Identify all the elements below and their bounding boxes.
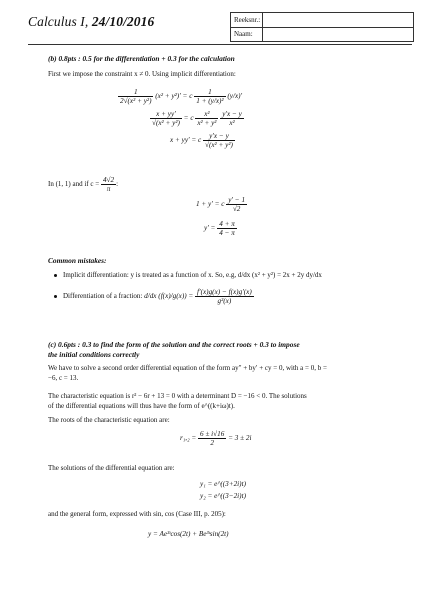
- equation-4: [196, 196, 247, 213]
- point-text-pre: In (1, 1) and if c =: [48, 180, 100, 189]
- part-c-heading-line1: (c) 0.6pts : 0.3 to find the form of the solution and the correct roots + 0.3 to impose: [48, 340, 300, 349]
- part-c-p1-line2: −6, c = 13.: [48, 374, 79, 382]
- eq2-lhs-den: √(x² + y²): [152, 119, 180, 127]
- eq4-num: y′ − 1: [228, 196, 246, 204]
- equation-5: [204, 220, 237, 237]
- point-c-den: π: [106, 185, 111, 193]
- eq2-mid: = c: [183, 114, 194, 123]
- eq1-rhs-tail: (y/x)′: [227, 92, 243, 101]
- eq5-den: 4 − π: [219, 229, 235, 237]
- bullet-icon: [54, 274, 57, 277]
- mistake-item-2-den: g²(x): [217, 297, 232, 305]
- eq5-num: 4 + π: [219, 220, 235, 228]
- eq1-rhs-den: 1 + (y/x)²: [196, 97, 224, 105]
- eq3-rhs-num: y′x − y: [203, 132, 235, 141]
- general-solution: y = Ae³ᵗcos(2t) + Be³ᵗsin(2t): [148, 530, 229, 538]
- eq4-den: √2: [232, 205, 241, 213]
- mistake-item-1: [54, 271, 322, 279]
- mistake-item-2-pre: Differentiation of a fraction:: [63, 292, 143, 301]
- eq1-lhs-num: 1: [118, 88, 153, 97]
- series-number-row: [231, 13, 413, 28]
- header-title: Calculus I, 24/10/2016: [28, 14, 155, 29]
- point-text-post: :: [116, 180, 119, 189]
- course-name: Calculus I: [28, 14, 85, 29]
- part-c-p5: and the general form, expressed with sin, cos (Case III, p. 205):: [48, 510, 226, 518]
- mistake-item-1-text: Implicit differentiation: y is treated as a function of x. So, e.g, d/dx (x² + y²) = 2x + 2y dy/dx: [63, 271, 322, 279]
- eq2-rhs-den: x² + y²: [197, 119, 217, 127]
- part-c-p4: The solutions of the differential equation are:: [48, 464, 175, 472]
- part-c-p3: The roots of the characteristic equation are:: [48, 416, 170, 424]
- eq2-rhs2-num: y′x − y: [222, 110, 242, 118]
- point-condition: [48, 176, 118, 193]
- eq2-lhs-num: x + yy′: [150, 110, 182, 119]
- solution-y2: y₂ = e^((3−2i)t): [200, 492, 246, 500]
- header-rule: [28, 44, 412, 45]
- point-c-num: 4√2: [102, 176, 115, 184]
- part-c-p2-line2: of the differential equations will thus have the form of e^((k+iω)t).: [48, 402, 235, 410]
- student-info-box: [230, 12, 414, 42]
- roots-rhs: = 3 ± 2i: [228, 434, 252, 443]
- mistake-item-2: [54, 288, 254, 305]
- part-b-heading: (b) 0.8pts : 0.5 for the differentiation + 0.3 for the calculation: [48, 54, 235, 63]
- equation-1: [118, 88, 242, 105]
- series-number-label: Reeksnr.:: [234, 16, 261, 24]
- mistakes-heading: Common mistakes:: [48, 256, 107, 265]
- part-c-p2-line1: The characteristic equation is r² − 6r + 13 = 0 with a determinant D = −16 < 0. The solutions: [48, 392, 307, 400]
- equation-3: [170, 132, 235, 149]
- roots-lhs: r₁,₂ =: [180, 434, 197, 443]
- mistake-item-2-num: f′(x)g(x) − f(x)g′(x): [197, 288, 252, 296]
- part-b-intro: First we impose the constraint x ≠ 0. Using implicit differentiation:: [48, 70, 236, 78]
- roots-num: 6 ± i√16: [200, 430, 225, 438]
- eq4-lhs: 1 + y′ = c: [196, 200, 225, 209]
- eq5-lhs: y′ =: [204, 224, 216, 233]
- equation-2: [150, 110, 244, 127]
- box-divider: [262, 13, 263, 41]
- eq2-rhs-num: x²: [195, 110, 218, 119]
- eq2-rhs2-den: x²: [229, 119, 235, 127]
- part-c-heading-line2: the initial conditions correctly: [48, 350, 140, 359]
- part-c-p1-line1: We have to solve a second order differential equation of the form ay″ + by′ + cy = 0, with a = 0, b =: [48, 364, 327, 372]
- eq1-lhs-tail: (x² + y²)′ = c: [155, 92, 193, 101]
- roots-den: 2: [210, 439, 214, 447]
- eq3-lhs: x + yy′ = c: [170, 136, 202, 145]
- bullet-icon: [54, 295, 57, 298]
- roots-equation: [180, 430, 251, 447]
- eq3-rhs-den: √(x² + y²): [205, 141, 233, 149]
- mistake-item-2-lhs: d/dx (f(x)/g(x)) =: [144, 292, 194, 301]
- eq1-lhs-den: 2√(x² + y²): [120, 97, 152, 105]
- name-row: [231, 27, 413, 41]
- exam-date: 24/10/2016: [91, 14, 155, 29]
- eq1-rhs-num: 1: [194, 88, 225, 97]
- name-label: Naam:: [234, 30, 253, 38]
- solution-y1: y₁ = e^((3+2i)t): [200, 480, 246, 488]
